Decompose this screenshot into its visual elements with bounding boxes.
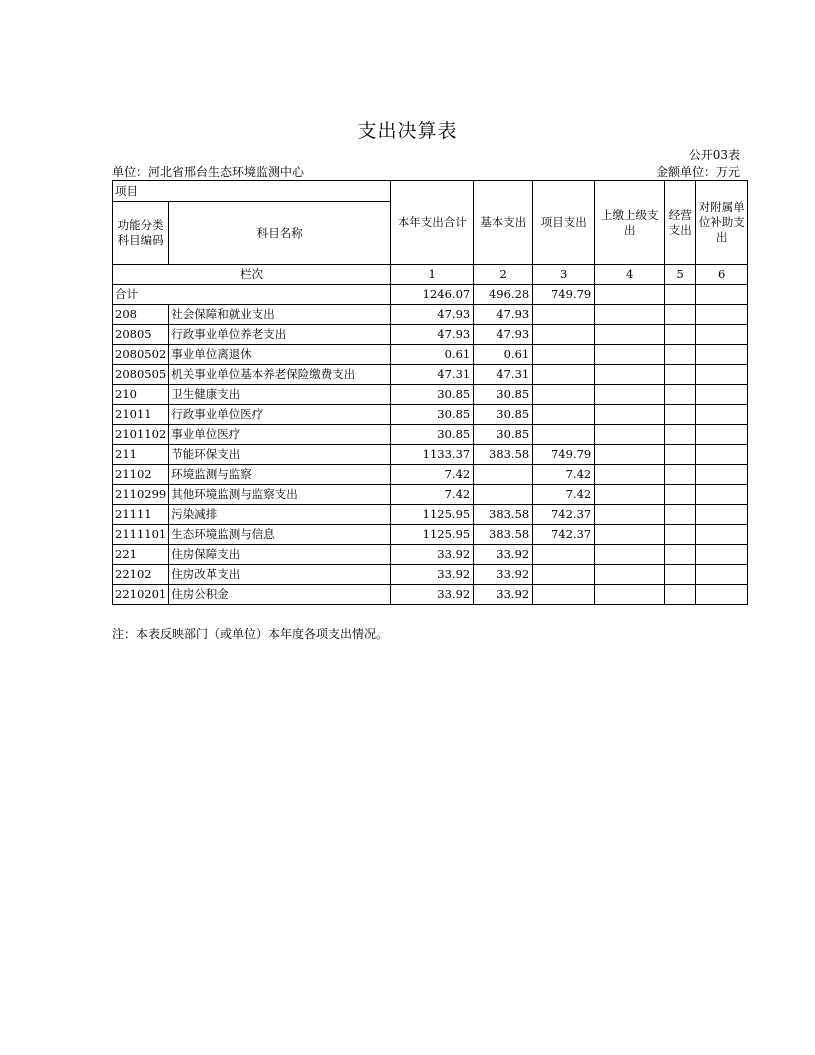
total-amount: 33.92 — [391, 565, 474, 585]
subject-code: 22102 — [113, 565, 169, 585]
expenditure-table — [112, 180, 748, 605]
project-amount — [533, 405, 595, 425]
project-amount — [533, 425, 595, 445]
project-amount: 749.79 — [533, 445, 595, 465]
subject-name: 社会保障和就业支出 — [169, 305, 391, 325]
project-amount: 749.79 — [533, 285, 595, 305]
total-amount: 1125.95 — [391, 525, 474, 545]
upper-amount — [595, 365, 665, 385]
subject-name: 机关事业单位基本养老保险缴费支出 — [169, 365, 391, 385]
business-amount — [665, 325, 696, 345]
subsidy-amount — [696, 425, 748, 445]
subsidy-amount — [696, 565, 748, 585]
table-row — [113, 505, 748, 525]
table-row — [113, 525, 748, 545]
basic-amount: 0.61 — [474, 345, 533, 365]
basic-amount: 30.85 — [474, 385, 533, 405]
code-col-header: 功能分类科目编码 — [113, 202, 169, 265]
subject-code: 211 — [113, 445, 169, 465]
subject-code: 2111101 — [113, 525, 169, 545]
total-section — [113, 285, 748, 305]
subsidy-amount — [696, 505, 748, 525]
subsidy-amount — [696, 365, 748, 385]
business-amount — [665, 485, 696, 505]
subsidy-amount — [696, 385, 748, 405]
subject-code: 20805 — [113, 325, 169, 345]
subject-name: 行政事业单位养老支出 — [169, 325, 391, 345]
project-amount — [533, 365, 595, 385]
name-col-header: 科目名称 — [169, 202, 391, 265]
subject-name: 其他环境监测与监察支出 — [169, 485, 391, 505]
basic-amount — [474, 485, 533, 505]
upper-amount — [595, 285, 665, 305]
table-row — [113, 405, 748, 425]
table-row — [113, 345, 748, 365]
project-amount: 7.42 — [533, 465, 595, 485]
col-basic-header: 基本支出 — [474, 181, 533, 265]
total-amount: 1125.95 — [391, 505, 474, 525]
basic-amount: 47.31 — [474, 365, 533, 385]
subject-name: 生态环境监测与信息 — [169, 525, 391, 545]
subsidy-amount — [696, 585, 748, 605]
table-row — [113, 305, 748, 325]
business-amount — [665, 465, 696, 485]
basic-amount: 30.85 — [474, 425, 533, 445]
subject-name: 事业单位离退休 — [169, 345, 391, 365]
project-amount: 742.37 — [533, 525, 595, 545]
subsidy-amount — [696, 345, 748, 365]
business-amount — [665, 405, 696, 425]
subject-code: 2101102 — [113, 425, 169, 445]
subject-code: 2210201 — [113, 585, 169, 605]
col-upper-header: 上缴上级支出 — [595, 181, 665, 265]
total-amount: 7.42 — [391, 485, 474, 505]
table-row — [113, 465, 748, 485]
project-amount — [533, 325, 595, 345]
table-row — [113, 445, 748, 465]
basic-amount: 383.58 — [474, 505, 533, 525]
total-amount: 47.93 — [391, 305, 474, 325]
basic-amount: 47.93 — [474, 325, 533, 345]
col-business-header: 经营支出 — [665, 181, 696, 265]
subject-code: 210 — [113, 385, 169, 405]
project-amount — [533, 385, 595, 405]
project-amount — [533, 545, 595, 565]
subject-code: 2080505 — [113, 365, 169, 385]
basic-amount: 30.85 — [474, 405, 533, 425]
subject-name: 住房公积金 — [169, 585, 391, 605]
total-amount: 30.85 — [391, 425, 474, 445]
subsidy-amount — [696, 525, 748, 545]
business-amount — [665, 305, 696, 325]
subject-name: 事业单位医疗 — [169, 425, 391, 445]
total-amount: 30.85 — [391, 385, 474, 405]
basic-amount: 33.92 — [474, 585, 533, 605]
col-index: 3 — [533, 265, 595, 285]
total-row — [113, 285, 748, 305]
col-index: 5 — [665, 265, 696, 285]
table-row — [113, 385, 748, 405]
reporting-unit: 单位：河北省邢台生态环境监测中心 — [112, 165, 305, 179]
col-total-header: 本年支出合计 — [391, 181, 474, 265]
subject-code: 21011 — [113, 405, 169, 425]
table-note: 注：本表反映部门（或单位）本年度各项支出情况。 — [112, 627, 389, 641]
project-amount — [533, 345, 595, 365]
col-index: 2 — [474, 265, 533, 285]
col-project-header: 项目支出 — [533, 181, 595, 265]
subsidy-amount — [696, 325, 748, 345]
subject-name: 住房保障支出 — [169, 545, 391, 565]
business-amount — [665, 345, 696, 365]
table-row — [113, 585, 748, 605]
upper-amount — [595, 585, 665, 605]
upper-amount — [595, 445, 665, 465]
upper-amount — [595, 385, 665, 405]
table-row — [113, 425, 748, 445]
total-amount: 7.42 — [391, 465, 474, 485]
project-amount — [533, 305, 595, 325]
subject-name: 节能环保支出 — [169, 445, 391, 465]
subject-name: 污染减排 — [169, 505, 391, 525]
project-amount: 7.42 — [533, 485, 595, 505]
upper-amount — [595, 325, 665, 345]
business-amount — [665, 565, 696, 585]
subsidy-amount — [696, 545, 748, 565]
project-amount — [533, 565, 595, 585]
col-subsidy-header: 对附属单位补助支出 — [696, 181, 748, 265]
business-amount — [665, 425, 696, 445]
total-amount: 1246.07 — [391, 285, 474, 305]
subject-name: 环境监测与监察 — [169, 465, 391, 485]
total-amount: 30.85 — [391, 405, 474, 425]
table-header — [113, 181, 748, 285]
total-amount: 1133.37 — [391, 445, 474, 465]
business-amount — [665, 585, 696, 605]
subject-name: 卫生健康支出 — [169, 385, 391, 405]
subject-name: 行政事业单位医疗 — [169, 405, 391, 425]
basic-amount: 33.92 — [474, 565, 533, 585]
upper-amount — [595, 345, 665, 365]
subject-code: 2080502 — [113, 345, 169, 365]
subject-code: 208 — [113, 305, 169, 325]
row-index-label: 栏次 — [113, 265, 391, 285]
business-amount — [665, 445, 696, 465]
upper-amount — [595, 405, 665, 425]
project-header: 项目 — [113, 181, 391, 202]
total-amount: 33.92 — [391, 585, 474, 605]
table-row — [113, 485, 748, 505]
project-amount — [533, 585, 595, 605]
project-amount: 742.37 — [533, 505, 595, 525]
business-amount — [665, 285, 696, 305]
col-index: 4 — [595, 265, 665, 285]
subsidy-amount — [696, 465, 748, 485]
form-number: 公开03表 — [688, 148, 740, 162]
table-row — [113, 545, 748, 565]
subsidy-amount — [696, 285, 748, 305]
col-index: 1 — [391, 265, 474, 285]
col-index: 6 — [696, 265, 748, 285]
upper-amount — [595, 305, 665, 325]
upper-amount — [595, 485, 665, 505]
business-amount — [665, 385, 696, 405]
business-amount — [665, 545, 696, 565]
subject-name: 住房改革支出 — [169, 565, 391, 585]
table-row — [113, 365, 748, 385]
total-label: 合计 — [113, 285, 391, 305]
basic-amount: 496.28 — [474, 285, 533, 305]
upper-amount — [595, 425, 665, 445]
subsidy-amount — [696, 405, 748, 425]
basic-amount: 383.58 — [474, 445, 533, 465]
subsidy-amount — [696, 305, 748, 325]
subject-code: 21111 — [113, 505, 169, 525]
basic-amount: 383.58 — [474, 525, 533, 545]
upper-amount — [595, 465, 665, 485]
subsidy-amount — [696, 445, 748, 465]
page-title: 支出决算表 — [357, 120, 458, 142]
table-row — [113, 325, 748, 345]
upper-amount — [595, 565, 665, 585]
business-amount — [665, 365, 696, 385]
upper-amount — [595, 505, 665, 525]
subsidy-amount — [696, 485, 748, 505]
subject-code: 221 — [113, 545, 169, 565]
basic-amount: 33.92 — [474, 545, 533, 565]
total-amount: 47.93 — [391, 325, 474, 345]
table-body — [113, 305, 748, 605]
total-amount: 47.31 — [391, 365, 474, 385]
subject-code: 2110299 — [113, 485, 169, 505]
business-amount — [665, 505, 696, 525]
subject-code: 21102 — [113, 465, 169, 485]
upper-amount — [595, 525, 665, 545]
basic-amount — [474, 465, 533, 485]
total-amount: 33.92 — [391, 545, 474, 565]
business-amount — [665, 525, 696, 545]
table-row — [113, 565, 748, 585]
upper-amount — [595, 545, 665, 565]
basic-amount: 47.93 — [474, 305, 533, 325]
amount-unit: 金额单位：万元 — [655, 165, 740, 179]
total-amount: 0.61 — [391, 345, 474, 365]
